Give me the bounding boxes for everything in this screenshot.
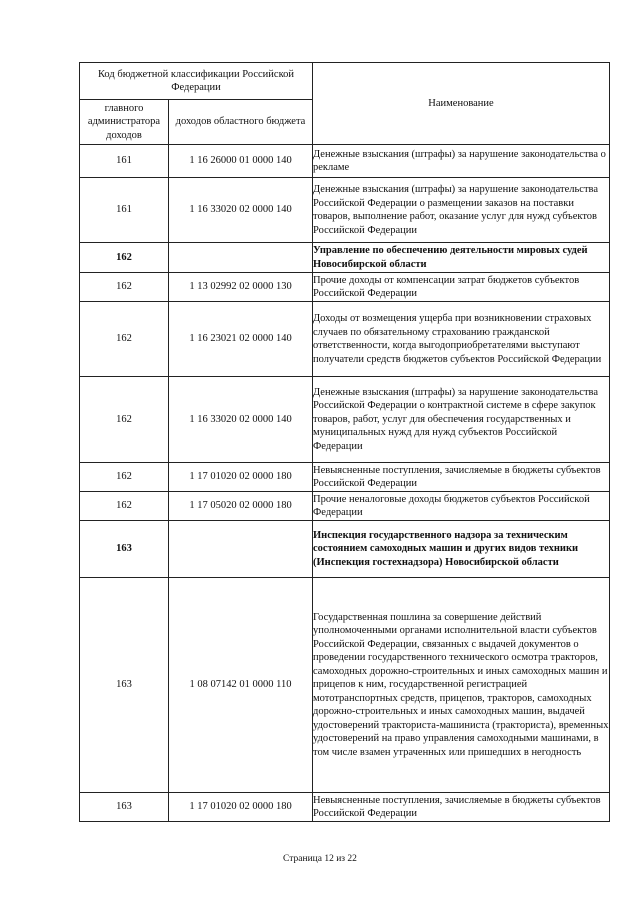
- admin-code-cell: 162: [80, 377, 169, 463]
- table-row: [80, 302, 610, 377]
- income-code-cell: 1 17 05020 02 0000 180: [169, 492, 313, 521]
- admin-code-cell: 162: [80, 463, 169, 492]
- income-code-cell: 1 16 33020 02 0000 140: [169, 178, 313, 243]
- name-cell: Инспекция государственного надзора за техническим состоянием самоходных машин и других видов техники (Инспекция гостехнадзора) Новосибирской области: [313, 521, 610, 578]
- page-footer: Страница 12 из 22: [283, 854, 357, 864]
- admin-code-cell: 163: [80, 578, 169, 793]
- admin-code-cell: 162: [80, 273, 169, 302]
- table-row: [80, 463, 610, 492]
- table-row: [80, 492, 610, 521]
- table-row: [80, 243, 610, 273]
- table-row: [80, 178, 610, 243]
- admin-code-cell: 162: [80, 302, 169, 377]
- table-row: [80, 793, 610, 822]
- name-cell: Невыясненные поступления, зачисляемые в бюджеты субъектов Российской Федерации: [313, 463, 610, 492]
- table-row: [80, 578, 610, 793]
- income-code-cell: [169, 243, 313, 273]
- header-name: Наименование: [313, 63, 610, 145]
- admin-code-cell: 163: [80, 793, 169, 822]
- name-cell: Управление по обеспечению деятельности мировых судей Новосибирской области: [313, 243, 610, 273]
- name-cell: Государственная пошлина за совершение действий уполномоченными органами исполнительной власти субъектов Российской Федерации, связанных с выдачей документов о проведении государственного технического осмотра тракторов, самоходных дорожно-строительных и иных самоходных машин и прицепов к ним, государственной регистрацией мототранспортных средств, прицепов, тракторов, самоходных дорожно-строительных и иных самоходных машин, выдачей удостоверений тракториста-машиниста (тракториста), временных удостоверений на право управления самоходными машинами, в том числе взамен утраченных или пришедших в негодность: [313, 578, 610, 793]
- income-code-cell: 1 13 02992 02 0000 130: [169, 273, 313, 302]
- table-row: [80, 521, 610, 578]
- admin-code-cell: 161: [80, 145, 169, 178]
- header-income-column: доходов областного бюджета: [169, 100, 313, 145]
- income-code-cell: 1 16 23021 02 0000 140: [169, 302, 313, 377]
- table-row: [80, 273, 610, 302]
- income-code-cell: 1 08 07142 01 0000 110: [169, 578, 313, 793]
- name-cell: Доходы от возмещения ущерба при возникновении страховых случаев по обязательному страхованию гражданской ответственности, когда выгодоприобретателями выступают получатели средств бюджетов субъектов Российской Федерации: [313, 302, 610, 377]
- table-row: [80, 377, 610, 463]
- budget-classification-table: [79, 62, 610, 822]
- name-cell: Прочие неналоговые доходы бюджетов субъектов Российской Федерации: [313, 492, 610, 521]
- income-code-cell: 1 16 33020 02 0000 140: [169, 377, 313, 463]
- admin-code-cell: 163: [80, 521, 169, 578]
- admin-code-cell: 162: [80, 243, 169, 273]
- table-header-row: [80, 63, 610, 100]
- income-code-cell: 1 17 01020 02 0000 180: [169, 793, 313, 822]
- income-code-cell: 1 17 01020 02 0000 180: [169, 463, 313, 492]
- header-code-group: Код бюджетной классификации Российской Федерации: [80, 63, 313, 100]
- name-cell: Невыясненные поступления, зачисляемые в бюджеты субъектов Российской Федерации: [313, 793, 610, 822]
- admin-code-cell: 162: [80, 492, 169, 521]
- name-cell: Денежные взыскания (штрафы) за нарушение законодательства Российской Федерации о контрактной системе в сфере закупок товаров, работ, услуг для обеспечения государственных и муниципальных нужд для нужд субъектов Российской Федерации: [313, 377, 610, 463]
- name-cell: Денежные взыскания (штрафы) за нарушение законодательства о рекламе: [313, 145, 610, 178]
- name-cell: Прочие доходы от компенсации затрат бюджетов субъектов Российской Федерации: [313, 273, 610, 302]
- income-code-cell: 1 16 26000 01 0000 140: [169, 145, 313, 178]
- header-admin-column: главного администратора доходов: [80, 100, 169, 145]
- admin-code-cell: 161: [80, 178, 169, 243]
- name-cell: Денежные взыскания (штрафы) за нарушение законодательства Российской Федерации о размещении заказов на поставки товаров, выполнение работ, оказание услуг для нужд субъектов Российской Федерации: [313, 178, 610, 243]
- table-row: [80, 145, 610, 178]
- income-code-cell: [169, 521, 313, 578]
